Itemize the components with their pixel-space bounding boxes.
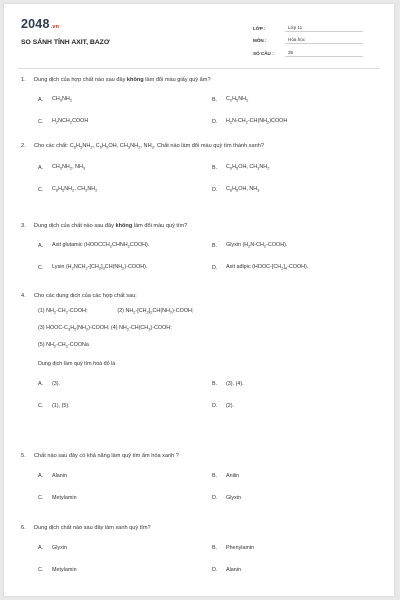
option-letter: D. (212, 495, 218, 501)
answer-options (38, 235, 394, 279)
option-letter: C. (38, 403, 44, 409)
question-stem (4, 76, 394, 84)
question-stem (4, 452, 394, 460)
question-stem (4, 524, 394, 532)
option-text: (3), (4). (226, 381, 244, 387)
stem-text: Dung dịch của chất nào sau đây (34, 223, 116, 229)
option-text: $H_2N-CH_2-CH(NH_2)COOH$ (226, 118, 288, 125)
option-a[interactable] (38, 373, 212, 395)
option-letter: B. (212, 545, 218, 551)
option-b[interactable] (212, 537, 386, 559)
option-letter: C. (38, 119, 44, 125)
option-c[interactable] (38, 257, 212, 279)
option-letter: A. (38, 243, 44, 249)
site-logo[interactable] (21, 17, 59, 31)
meta-row-subject (253, 32, 363, 45)
compound-line (38, 337, 394, 354)
option-d[interactable] (212, 395, 386, 417)
option-text: $CH_3NH_2$, $NH_3$ (52, 163, 86, 171)
compound-text: (5) $NH_2-CH_2$-COONa (38, 341, 89, 349)
option-text: (2). (226, 403, 235, 409)
question-number: 4. (21, 293, 26, 299)
option-letter: C. (38, 265, 44, 271)
option-text: Phenylamin (226, 545, 255, 551)
stem-text: Chất nào sau đây có khả năng làm quỳ tím ẩm hóa xanh ? (34, 453, 179, 459)
question-1 (4, 76, 394, 142)
meta-row-class (253, 19, 363, 32)
meta-label: LỚP : (253, 25, 266, 31)
option-text: $H_2NCH_2COOH$ (52, 118, 89, 125)
option-text: Glyxin (226, 495, 241, 501)
option-b[interactable] (212, 373, 386, 395)
option-d[interactable] (212, 111, 386, 133)
option-a[interactable] (38, 465, 212, 487)
option-letter: A. (38, 545, 44, 551)
option-a[interactable] (38, 537, 212, 559)
worksheet-header (4, 4, 394, 68)
stem-text: làm đổi màu giấy quỳ ẩm? (143, 77, 211, 83)
question-5 (4, 452, 394, 524)
option-text: $C_6H_5OH$, $CH_3NH_2$ (226, 163, 270, 171)
question-lead: Dung dịch làm quỳ tím hoá đỏ là (38, 360, 116, 367)
page-title: SO SÁNH TÍNH AXIT, BAZƠ (21, 39, 110, 46)
option-d[interactable] (212, 179, 386, 201)
option-text: (3). (52, 381, 61, 387)
question-number: 3. (21, 223, 26, 229)
stem-text: Dung dịch chất nào sau đây làm xanh quỳ tím? (34, 525, 151, 531)
stem-text: Cho các chất: $C_6H_5NH_2$, $C_6H_5OH$, $CH_3NH_2$, $NH_3$. Chất nào làm đổi màu quỳ tím thành xanh? (34, 143, 264, 150)
meta-label: SỐ CÂU : (253, 50, 274, 56)
question-6 (4, 524, 394, 596)
logo-main: 2048 (21, 17, 50, 31)
header-divider (18, 68, 380, 69)
option-text: $CH_3NH_2$ (52, 96, 73, 103)
meta-value: Hóa học (285, 37, 363, 44)
option-text: Alanin (52, 473, 67, 479)
question-list (4, 76, 394, 596)
option-letter: A. (38, 97, 44, 103)
option-letter: B. (212, 164, 218, 171)
option-text: Lysin $(H_2NCH_2-[CH_2]_3CH(NH_2)-COOH)$. (52, 264, 148, 271)
answer-options (38, 373, 394, 417)
option-b[interactable] (212, 235, 386, 257)
option-text: Axit glutamic $(HOOCCH_2CHNH_2COOH)$. (52, 242, 150, 249)
option-letter: C. (38, 186, 44, 193)
logo-sub: .vn (50, 24, 60, 30)
option-a[interactable] (38, 157, 212, 179)
question-stem (4, 292, 394, 300)
option-letter: D. (212, 567, 218, 573)
option-text: Glyxin $(H_2N-CH_2-COOH)$. (226, 242, 288, 249)
question-number: 2. (21, 143, 26, 149)
answer-options (38, 465, 394, 509)
option-text: (1), (5). (52, 403, 70, 409)
option-c[interactable] (38, 179, 212, 201)
option-text: $C_6H_5NH_2$, $CH_3NH_2$ (52, 185, 98, 193)
question-number: 1. (21, 77, 26, 83)
answer-options (38, 537, 394, 581)
option-text: Glyxin (52, 545, 67, 551)
option-a[interactable] (38, 235, 212, 257)
option-letter: B. (212, 381, 218, 387)
answer-options (38, 89, 394, 133)
stem-text: Cho các dung dịch của các hợp chất sau: (34, 293, 137, 299)
answer-options (38, 157, 394, 201)
meta-row-count (253, 44, 363, 57)
meta-value: 35 (285, 50, 363, 57)
stem-text: Dung dịch của hợp chất nào sau đây (34, 77, 127, 83)
option-text: $C_6H_5OH$, $NH_3$ (226, 185, 260, 193)
stem-keyword: không (126, 77, 144, 83)
question-stem (4, 142, 394, 152)
option-c[interactable] (38, 487, 212, 509)
option-text: Axit ađipic $(HOOC-[CH_2]_4-COOH)$. (226, 264, 309, 271)
option-b[interactable] (212, 465, 386, 487)
option-letter: A. (38, 164, 44, 171)
option-d[interactable] (212, 559, 386, 581)
question-3 (4, 222, 394, 292)
option-letter: A. (38, 473, 44, 479)
meta-value: Lớp 11 (285, 25, 363, 32)
question-4 (4, 292, 394, 452)
option-letter: D. (212, 186, 218, 193)
question-number: 5. (21, 453, 26, 459)
option-letter: B. (212, 243, 218, 249)
worksheet-page (4, 4, 394, 596)
option-c[interactable] (38, 559, 212, 581)
option-d[interactable] (212, 257, 386, 279)
stem-keyword: không (115, 223, 133, 229)
compound-line (38, 320, 394, 337)
compound-line (38, 303, 394, 320)
option-letter: D. (212, 265, 218, 271)
compound-text: (1) $NH_2-CH_2$-COOH; (2) $NH_2-[CH_2]_2CH(NH_2)$-COOH; (38, 307, 194, 315)
stem-text: làm đổi màu quỳ tím? (132, 223, 188, 229)
option-d[interactable] (212, 487, 386, 509)
option-letter: B. (212, 473, 218, 479)
option-b[interactable] (212, 157, 386, 179)
option-a[interactable] (38, 89, 212, 111)
option-text: Alanin (226, 567, 241, 573)
option-letter: B. (212, 97, 218, 103)
option-text: Metylamin (52, 567, 77, 573)
option-letter: C. (38, 567, 44, 573)
option-letter: C. (38, 495, 44, 501)
question-2 (4, 142, 394, 222)
option-c[interactable] (38, 111, 212, 133)
compound-text: (3) HOOC-$C_3H_5(NH_2)$-COOH; (4) $NH_2-CH(CH_3)$-COOH; (38, 324, 172, 332)
meta-info (253, 19, 363, 57)
option-letter: D. (212, 119, 218, 125)
question-number: 6. (21, 525, 26, 531)
option-text: Anilin (226, 473, 240, 479)
option-b[interactable] (212, 89, 386, 111)
option-text: $C_2H_5NH_2$ (226, 96, 249, 103)
compound-list (4, 303, 394, 354)
question-stem (4, 222, 394, 230)
option-letter: D. (212, 403, 218, 409)
option-c[interactable] (38, 395, 212, 417)
meta-label: MÔN : (253, 38, 267, 43)
option-letter: A. (38, 381, 44, 387)
option-text: Metylamin (52, 495, 77, 501)
